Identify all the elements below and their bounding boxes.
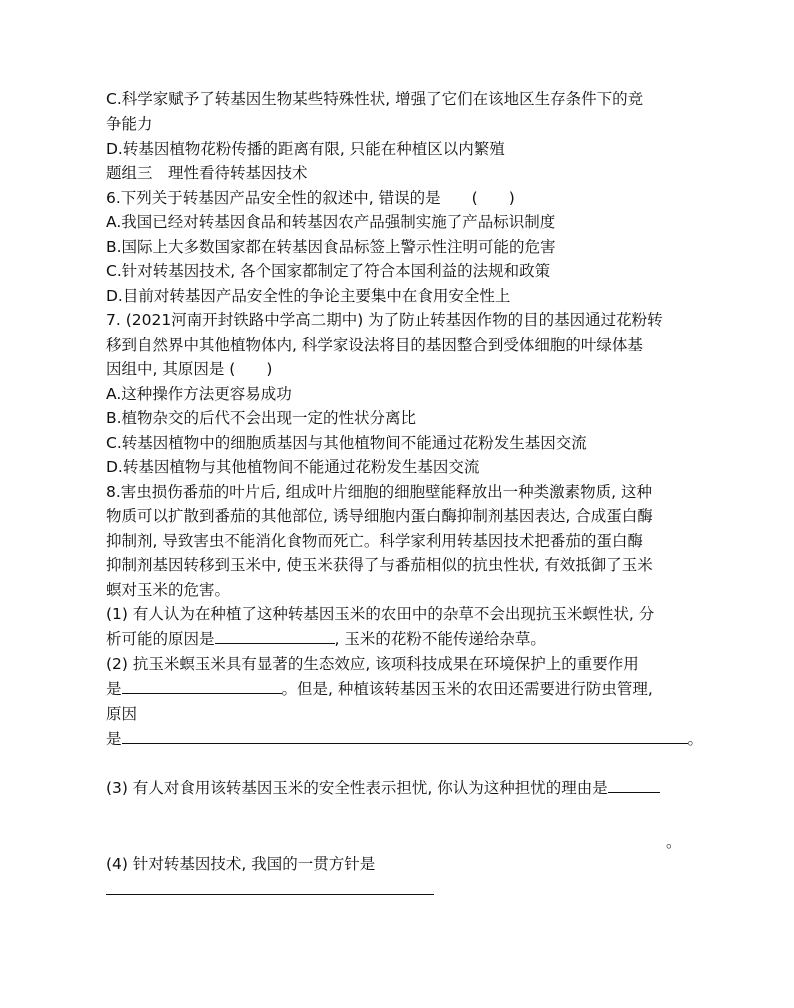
question-6: 6.下列关于转基因产品安全性的叙述中, 错误的是 ( ) bbox=[106, 189, 515, 207]
subquestion-3 bbox=[106, 777, 660, 799]
subquestion-2-suffix: 。但是, 种植该转基因玉米的农田还需要进行防虫管理, bbox=[281, 680, 653, 698]
subquestion-1: (1) 有人认为在种植了这种转基因玉米的农田中的杂草不会出现抗玉米螟性状, 分 bbox=[106, 605, 655, 623]
subquestion-3-text: (3) 有人对食用该转基因玉米的安全性表示担忧, 你认为这种担忧的理由是 bbox=[106, 779, 608, 797]
section-heading: 题组三 理性看待转基因技术 bbox=[106, 164, 308, 182]
option-c-q7: C.转基因植物中的细胞质基因与其他植物间不能通过花粉发生基因交流 bbox=[106, 434, 587, 452]
question-8-cont3: 抑制剂基因转移到玉米中, 使玉米获得了与番茄相似的抗虫性状, 有效抵御了玉米 bbox=[106, 556, 653, 574]
option-d-q7: D.转基因植物与其他植物间不能通过花粉发生基因交流 bbox=[106, 458, 480, 476]
subquestion-2-reason bbox=[106, 728, 703, 750]
answer-blank-5[interactable] bbox=[106, 894, 434, 895]
answer-blank-3[interactable] bbox=[122, 728, 688, 744]
option-c-q5-cont: 争能力 bbox=[106, 115, 153, 133]
subquestion-3-end-mark: 。 bbox=[666, 833, 682, 851]
question-8-cont2: 抑制剂, 导致害虫不能消化食物而死亡。科学家利用转基因技术把番茄的蛋白酶 bbox=[106, 532, 643, 550]
subquestion-2-reason-prefix: 是 bbox=[106, 730, 122, 748]
question-8: 8.害虫损伤番茄的叶片后, 组成叶片细胞的细胞壁能释放出一种类激素物质, 这种 bbox=[106, 483, 652, 501]
answer-blank-2[interactable] bbox=[122, 678, 282, 694]
option-b-q6: B.国际上大多数国家都在转基因食品标签上警示性注明可能的危害 bbox=[106, 238, 556, 256]
subquestion-1-prefix: 析可能的原因是 bbox=[106, 630, 215, 648]
subquestion-2-reason-suffix: 。 bbox=[687, 730, 704, 748]
subquestion-1-cont bbox=[106, 628, 546, 650]
question-7: 7. (2021河南开封铁路中学高二期中) 为了防止转基因作物的目的基因通过花粉转 bbox=[106, 311, 663, 329]
option-a-q6: A.我国已经对转基因食品和转基因农产品强制实施了产品标识制度 bbox=[106, 213, 556, 231]
question-7-cont2: 因组中, 其原因是 ( ) bbox=[106, 360, 273, 378]
subquestion-2-cont bbox=[106, 678, 653, 700]
option-d-q5: D.转基因植物花粉传播的距离有限, 只能在种植区以内繁殖 bbox=[106, 140, 505, 158]
question-7-cont1: 移到自然界中其他植物体内, 科学家设法将目的基因整合到受体细胞的叶绿体基 bbox=[106, 336, 643, 354]
question-8-cont1: 物质可以扩散到番茄的其他部位, 诱导细胞内蛋白酶抑制剂基因表达, 合成蛋白酶 bbox=[106, 507, 653, 525]
subquestion-2: (2) 抗玉米螟玉米具有显著的生态效应, 该项科技成果在环境保护上的重要作用 bbox=[106, 655, 639, 673]
option-b-q7: B.植物杂交的后代不会出现一定的性状分离比 bbox=[106, 409, 417, 427]
subquestion-1-suffix: , 玉米的花粉不能传递给杂草。 bbox=[334, 630, 546, 648]
option-a-q7: A.这种操作方法更容易成功 bbox=[106, 385, 292, 403]
subquestion-2-prefix: 是 bbox=[106, 680, 122, 698]
subquestion-4: (4) 针对转基因技术, 我国的一贯方针是 bbox=[106, 855, 376, 873]
answer-blank-1[interactable] bbox=[215, 628, 335, 644]
subquestion-2-reason-label: 原因 bbox=[106, 705, 138, 723]
answer-blank-4[interactable] bbox=[608, 777, 660, 793]
option-c-q5: C.科学家赋予了转基因生物某些特殊性状, 增强了它们在该地区生存条件下的竞 bbox=[106, 90, 644, 108]
option-c-q6: C.针对转基因技术, 各个国家都制定了符合本国利益的法规和政策 bbox=[106, 262, 551, 280]
question-8-cont4: 螟对玉米的危害。 bbox=[106, 581, 231, 599]
option-d-q6: D.目前对转基因产品安全性的争论主要集中在食用安全性上 bbox=[106, 287, 511, 305]
